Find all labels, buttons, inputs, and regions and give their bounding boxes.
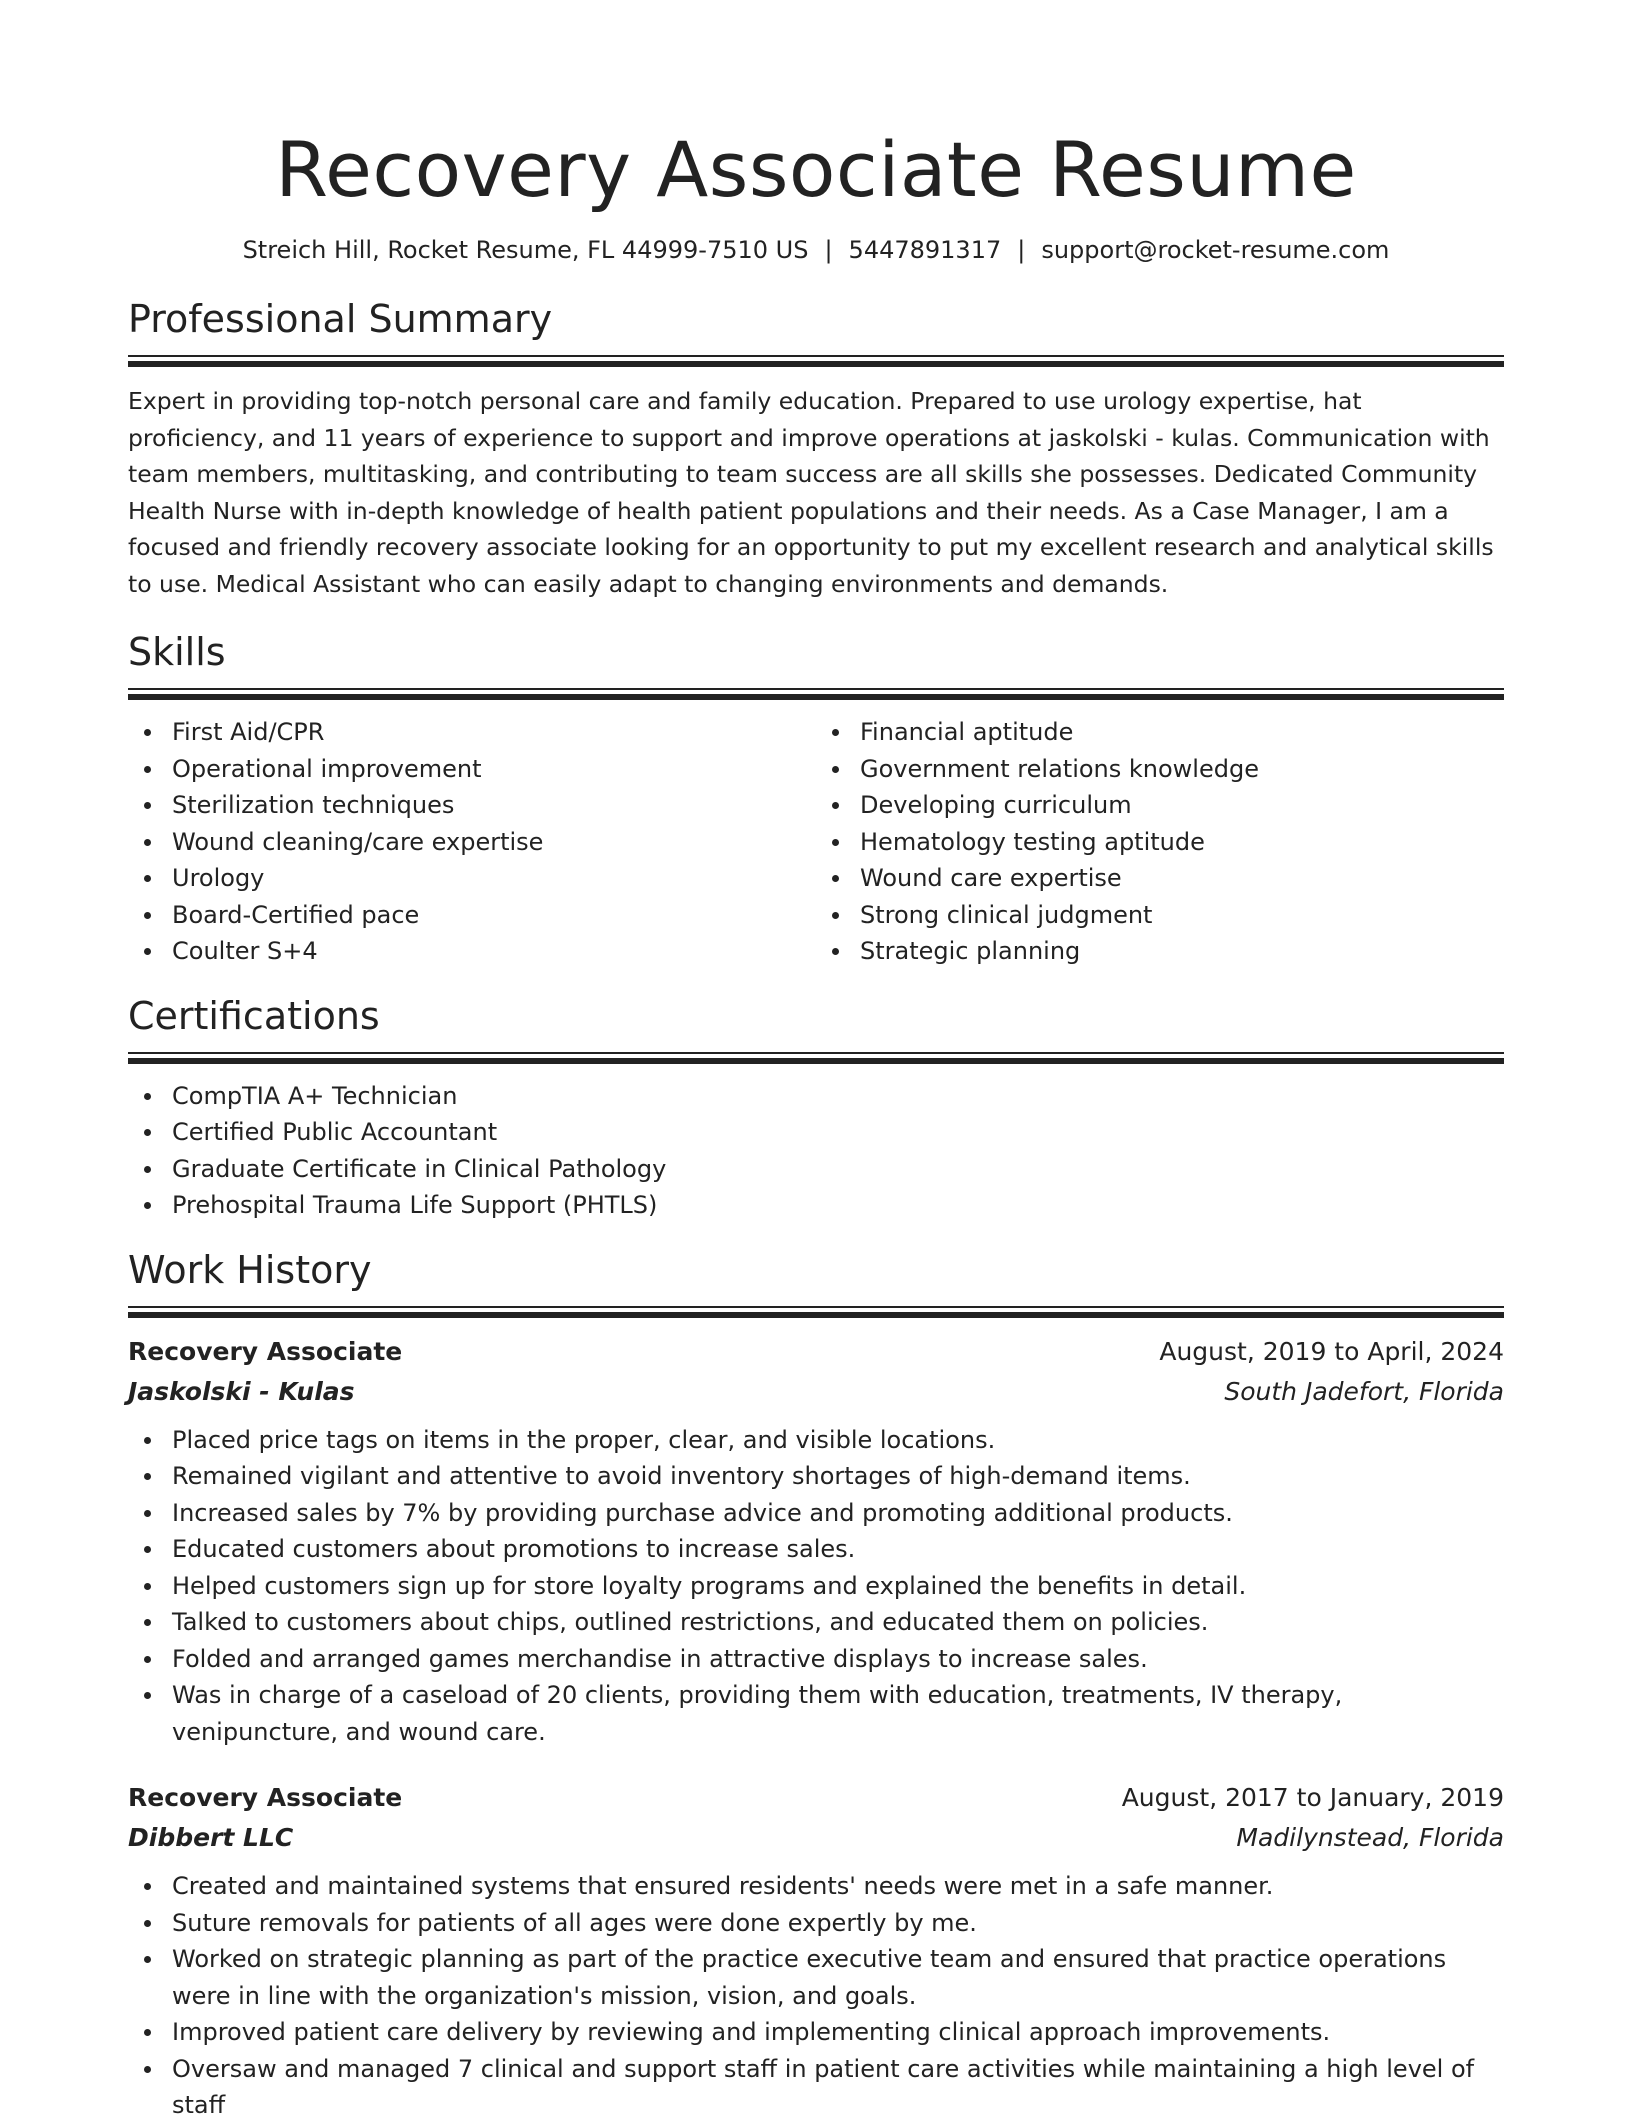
- section-divider: [128, 1306, 1504, 1318]
- list-item: Folded and arranged games merchandise in attractive displays to increase sales.: [172, 1641, 1504, 1678]
- list-item: Urology: [172, 860, 816, 897]
- list-item: Strong clinical judgment: [860, 897, 1504, 934]
- list-item: Improved patient care delivery by reviewing and implementing clinical approach improvements.: [172, 2014, 1504, 2051]
- job-entry: [128, 1778, 1504, 2124]
- skills-grid: [128, 700, 1504, 970]
- section-heading-certifications: Certifications: [128, 993, 380, 1038]
- list-item: Helped customers sign up for store loyalty programs and explained the benefits in detail.: [172, 1568, 1504, 1605]
- section-heading-summary: Professional Summary: [128, 297, 553, 341]
- contact-separator: |: [824, 236, 833, 264]
- list-item: Talked to customers about chips, outlined restrictions, and educated them on policies.: [172, 1604, 1504, 1641]
- section-heading-work: Work History: [128, 1247, 372, 1292]
- list-item: Remained vigilant and attentive to avoid inventory shortages of high-demand items.: [172, 1458, 1504, 1495]
- summary-text: Expert in providing top-notch personal care and family education. Prepared to use urology expertise, hat proficiency, and 11 years of experience to support and improve operations at jaskolski - kulas. Communication with team members, multitasking, and contributing to team success are all skills she possesses. Dedicated Community Health Nurse with in-depth knowledge of health patient populations and their needs. As a Case Manager, I am a focused and friendly recovery associate looking for an opportunity to put my excellent research and analytical skills to use. Medical Assistant who can easily adapt to changing environments and demands.: [128, 387, 1494, 598]
- list-item: Strategic planning: [860, 933, 1504, 970]
- list-item: Worked on strategic planning as part of the practice executive team and ensured that practice operations were in line with the organization's mission, vision, and goals.: [172, 1941, 1504, 2014]
- summary-section: [128, 295, 1504, 602]
- skills-section: [128, 628, 1504, 970]
- list-item: Board-Certified pace: [172, 897, 816, 934]
- list-item: Operational improvement: [172, 751, 816, 788]
- list-item: Oversaw and managed 7 clinical and support staff in patient care activities while maintaining a high level of staff: [172, 2051, 1504, 2124]
- job-bullets: [128, 1868, 1504, 2124]
- list-item: Increased sales by 7% by providing purchase advice and promoting additional products.: [172, 1495, 1504, 1532]
- job-dates: August, 2017 to January, 2019: [1121, 1783, 1504, 1812]
- job-subheader-row: [128, 1818, 1504, 1858]
- job-title: Recovery Associate: [128, 1783, 403, 1812]
- list-item: Certified Public Accountant: [172, 1114, 1504, 1151]
- job-location: Madilynstead, Florida: [1236, 1823, 1504, 1852]
- job-location: South Jadefort, Florida: [1224, 1376, 1504, 1406]
- list-item: Was in charge of a caseload of 20 clients, providing them with education, treatments, IV therapy, venipuncture, and wound care.: [172, 1677, 1504, 1750]
- job-company: Jaskolski - Kulas: [128, 1376, 355, 1406]
- skills-list-left: [128, 714, 816, 970]
- contact-line: [128, 234, 1504, 266]
- list-item: Graduate Certificate in Clinical Pathology: [172, 1151, 1504, 1188]
- list-item: Wound care expertise: [860, 860, 1504, 897]
- job-company: Dibbert LLC: [128, 1823, 294, 1852]
- job-header-row: [128, 1778, 1504, 1818]
- job-subheader-row: [128, 1372, 1504, 1412]
- list-item: First Aid/CPR: [172, 714, 816, 751]
- section-divider: [128, 688, 1504, 700]
- list-item: Prehospital Trauma Life Support (PHTLS): [172, 1187, 1504, 1224]
- list-item: Sterilization techniques: [172, 787, 816, 824]
- job-header-row: [128, 1332, 1504, 1372]
- list-item: Hematology testing aptitude: [860, 824, 1504, 861]
- job-bullets: [128, 1422, 1504, 1751]
- section-divider: [128, 355, 1504, 367]
- list-item: CompTIA A+ Technician: [172, 1078, 1504, 1115]
- certifications-list: [128, 1078, 1504, 1224]
- contact-separator: |: [1017, 236, 1026, 264]
- contact-address: Streich Hill, Rocket Resume, FL 44999-7510 US: [242, 236, 809, 264]
- list-item: Created and maintained systems that ensured residents' needs were met in a safe manner.: [172, 1868, 1504, 1905]
- list-item: Coulter S+4: [172, 933, 816, 970]
- resume-page: [128, 0, 1504, 2124]
- list-item: Government relations knowledge: [860, 751, 1504, 788]
- job-title: Recovery Associate: [128, 1336, 403, 1366]
- section-divider: [128, 1052, 1504, 1064]
- certifications-section: [128, 992, 1504, 1224]
- list-item: Suture removals for patients of all ages were done expertly by me.: [172, 1905, 1504, 1942]
- page-title: Recovery Associate Resume: [275, 125, 1357, 214]
- list-item: Educated customers about promotions to increase sales.: [172, 1531, 1504, 1568]
- work-section: [128, 1246, 1504, 2124]
- skills-list-right: [816, 714, 1504, 970]
- job-dates: August, 2019 to April, 2024: [1159, 1336, 1504, 1366]
- list-item: Developing curriculum: [860, 787, 1504, 824]
- list-item: Wound cleaning/care expertise: [172, 824, 816, 861]
- list-item: Financial aptitude: [860, 714, 1504, 751]
- section-heading-skills: Skills: [128, 630, 226, 674]
- contact-phone: 5447891317: [848, 236, 1002, 264]
- job-entry: [128, 1332, 1504, 1751]
- contact-email: support@rocket-resume.com: [1041, 236, 1390, 264]
- list-item: Placed price tags on items in the proper, clear, and visible locations.: [172, 1422, 1504, 1459]
